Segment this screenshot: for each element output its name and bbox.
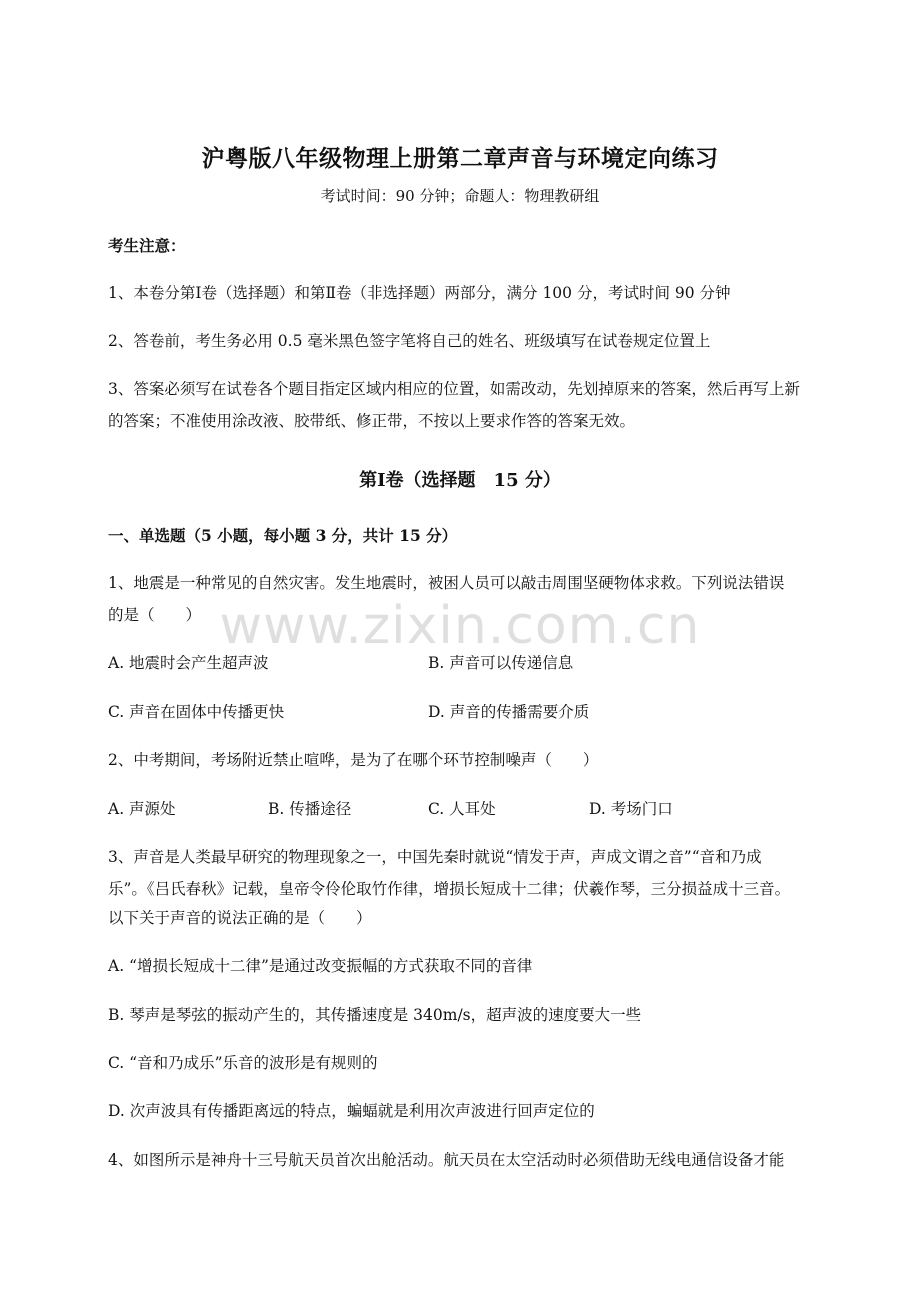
question-1-option-b: B. 声音可以传递信息 <box>428 654 574 672</box>
question-2-option-d: D. 考场门口 <box>589 800 673 818</box>
question-1-option-d: D. 声音的传播需要介质 <box>428 703 590 721</box>
question-4-stem: 4、如图所示是神舟十三号航天员首次出舱活动。航天员在太空活动时必须借助无线电通信设备才能 <box>108 1151 785 1169</box>
notice-item-1: 1、本卷分第Ⅰ卷（选择题）和第Ⅱ卷（非选择题）两部分，满分 100 分，考试时间 90 分钟 <box>108 284 731 302</box>
question-2-option-a: A. 声源处 <box>108 800 176 818</box>
question-2-option-c: C. 人耳处 <box>428 800 496 818</box>
notice-heading: 考生注意： <box>108 236 186 255</box>
question-1-stem: 1、地震是一种常见的自然灾害。发生地震时，被困人员可以敲击周围坚硬物体求救。下列说法错误 <box>108 574 785 592</box>
notice-item-3: 3、答案必须写在试卷各个题目指定区域内相应的位置，如需改动，先划掉原来的答案，然后再写上新 <box>108 380 800 398</box>
section-title: 第Ⅰ卷（选择题 15 分） <box>359 470 561 491</box>
question-1-option-a: A. 地震时会产生超声波 <box>108 654 269 672</box>
question-1-stem-cont: 的是（ ） <box>108 606 202 624</box>
question-3-stem-cont-2: 以下关于声音的说法正确的是（ ） <box>108 909 372 927</box>
question-3-stem: 3、声音是人类最早研究的物理现象之一，中国先秦时就说“情发于声，声成文谓之音”“音和乃成 <box>108 848 762 866</box>
watermark: www.zixin.com.cn <box>219 596 701 656</box>
question-3-option-c: C. “音和乃成乐”乐音的波形是有规则的 <box>108 1054 378 1072</box>
exam-info: 考试时间：90 分钟；命题人：物理教研组 <box>320 187 600 205</box>
question-2-option-b: B. 传播途径 <box>268 800 352 818</box>
notice-item-3-cont: 的答案；不准使用涂改液、胶带纸、修正带，不按以上要求作答的答案无效。 <box>108 412 636 430</box>
notice-item-2: 2、答卷前，考生务必用 0.5 毫米黑色签字笔将自己的姓名、班级填写在试卷规定位置上 <box>108 332 711 350</box>
part-heading: 一、单选题（5 小题，每小题 3 分，共计 15 分） <box>108 526 458 545</box>
question-3-option-d: D. 次声波具有传播距离远的特点，蝙蝠就是利用次声波进行回声定位的 <box>108 1102 595 1120</box>
question-3-stem-cont-1: 乐”。《吕氏春秋》记载，皇帝令伶伦取竹作律，增损长短成十二律；伏羲作琴，三分损益成十三音。 <box>108 880 791 898</box>
question-1-option-c: C. 声音在固体中传播更快 <box>108 703 285 721</box>
page-title: 沪粤版八年级物理上册第二章声音与环境定向练习 <box>201 145 719 172</box>
question-3-option-b: B. 琴声是琴弦的振动产生的，其传播速度是 340m/s，超声波的速度要大一些 <box>108 1006 642 1024</box>
question-3-option-a: A. “增损长短成十二律”是通过改变振幅的方式获取不同的音律 <box>108 957 533 975</box>
question-2-stem: 2、中考期间，考场附近禁止喧哗，是为了在哪个环节控制噪声（ ） <box>108 751 599 769</box>
